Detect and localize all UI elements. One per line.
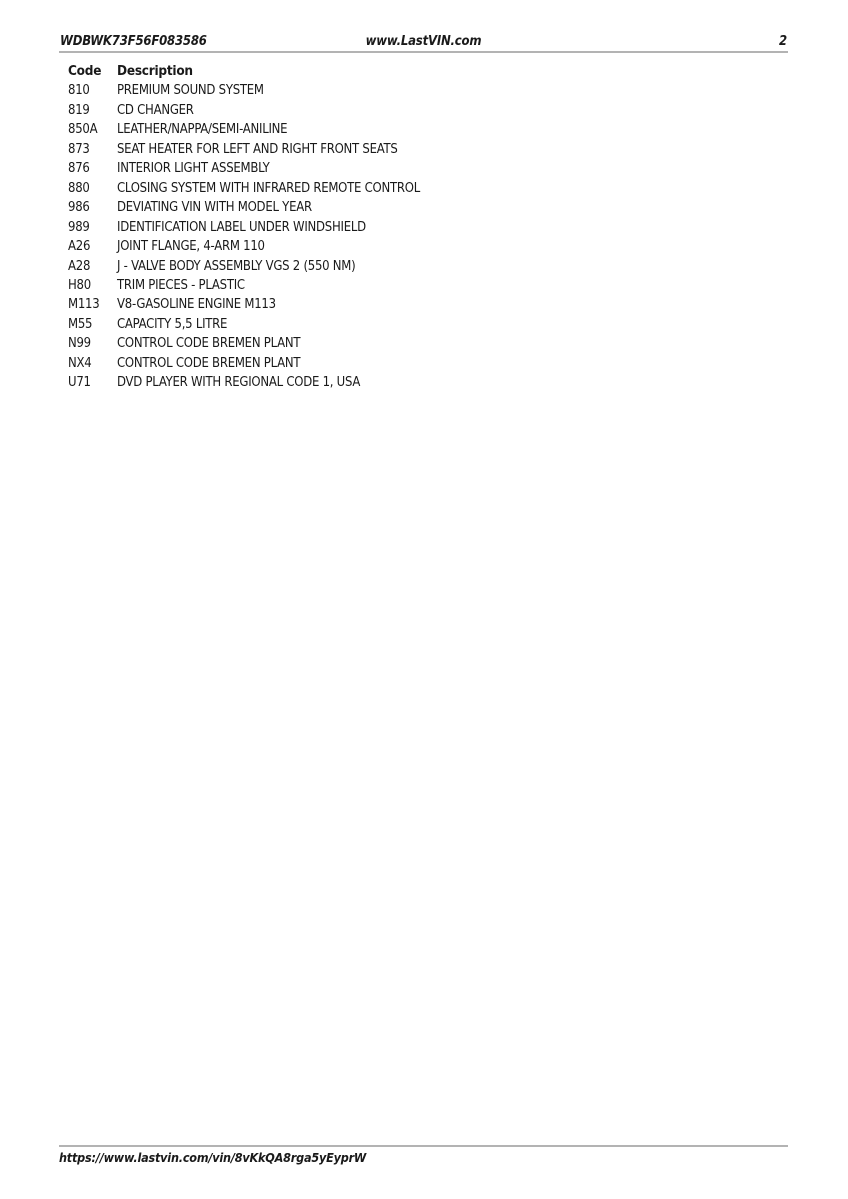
table-row (68, 315, 808, 334)
table-row (68, 237, 808, 256)
code-cell: 986 (68, 200, 90, 216)
description-cell: DEVIATING VIN WITH MODEL YEAR (117, 200, 312, 216)
option-codes-table (68, 62, 808, 393)
table-row (68, 295, 808, 314)
description-cell: CD CHANGER (117, 102, 194, 118)
description-cell: LEATHER/NAPPA/SEMI-ANILINE (117, 122, 288, 138)
code-cell: M113 (68, 297, 100, 313)
column-header-code: Code (68, 63, 102, 79)
description-cell: CLOSING SYSTEM WITH INFRARED REMOTE CONTROL (117, 180, 420, 196)
code-cell: NX4 (68, 355, 92, 371)
code-cell: U71 (68, 375, 91, 391)
page-footer (59, 1145, 788, 1165)
table-row (68, 276, 808, 295)
description-cell: IDENTIFICATION LABEL UNDER WINDSHIELD (117, 219, 366, 235)
table-row (68, 334, 808, 353)
table-row (68, 101, 808, 120)
code-cell: A28 (68, 258, 91, 274)
column-header-description: Description (117, 63, 193, 79)
table-body (68, 81, 808, 392)
description-cell: TRIM PIECES - PLASTIC (117, 277, 245, 293)
header-divider (59, 51, 788, 53)
code-cell: 850A (68, 122, 98, 138)
code-cell: 880 (68, 180, 90, 196)
table-row (68, 81, 808, 100)
code-cell: N99 (68, 336, 91, 352)
table-row (68, 354, 808, 373)
description-cell: SEAT HEATER FOR LEFT AND RIGHT FRONT SEATS (117, 141, 398, 157)
description-cell: PREMIUM SOUND SYSTEM (117, 83, 264, 99)
footer-report-url: https://www.lastvin.com/vin/8vKkQA8rga5yEyprW (59, 1150, 367, 1165)
code-cell: H80 (68, 277, 91, 293)
footer-divider (59, 1145, 788, 1147)
description-cell: J - VALVE BODY ASSEMBLY VGS 2 (550 NM) (117, 258, 356, 274)
code-cell: M55 (68, 316, 93, 332)
code-cell: 873 (68, 141, 90, 157)
code-cell: 876 (68, 161, 90, 177)
code-cell: 989 (68, 219, 90, 235)
code-cell: 810 (68, 83, 90, 99)
header-vin: WDBWK73F56F083586 (60, 34, 207, 49)
description-cell: V8-GASOLINE ENGINE M113 (117, 297, 276, 313)
table-row (68, 257, 808, 276)
table-row (68, 120, 808, 139)
table-row (68, 218, 808, 237)
page-header (60, 34, 787, 52)
code-cell: A26 (68, 239, 91, 255)
table-row (68, 373, 808, 392)
description-cell: JOINT FLANGE, 4-ARM 110 (117, 239, 265, 255)
description-cell: INTERIOR LIGHT ASSEMBLY (117, 161, 270, 177)
code-cell: 819 (68, 102, 90, 118)
description-cell: DVD PLAYER WITH REGIONAL CODE 1, USA (117, 375, 361, 391)
table-header-row (68, 62, 808, 81)
table-row (68, 140, 808, 159)
table-row (68, 179, 808, 198)
description-cell: CONTROL CODE BREMEN PLANT (117, 336, 301, 352)
header-page-number: 2 (779, 34, 787, 49)
table-row (68, 159, 808, 178)
description-cell: CONTROL CODE BREMEN PLANT (117, 355, 301, 371)
header-site-title: www.LastVIN.com (365, 34, 482, 49)
table-row (68, 198, 808, 217)
description-cell: CAPACITY 5,5 LITRE (117, 316, 228, 332)
